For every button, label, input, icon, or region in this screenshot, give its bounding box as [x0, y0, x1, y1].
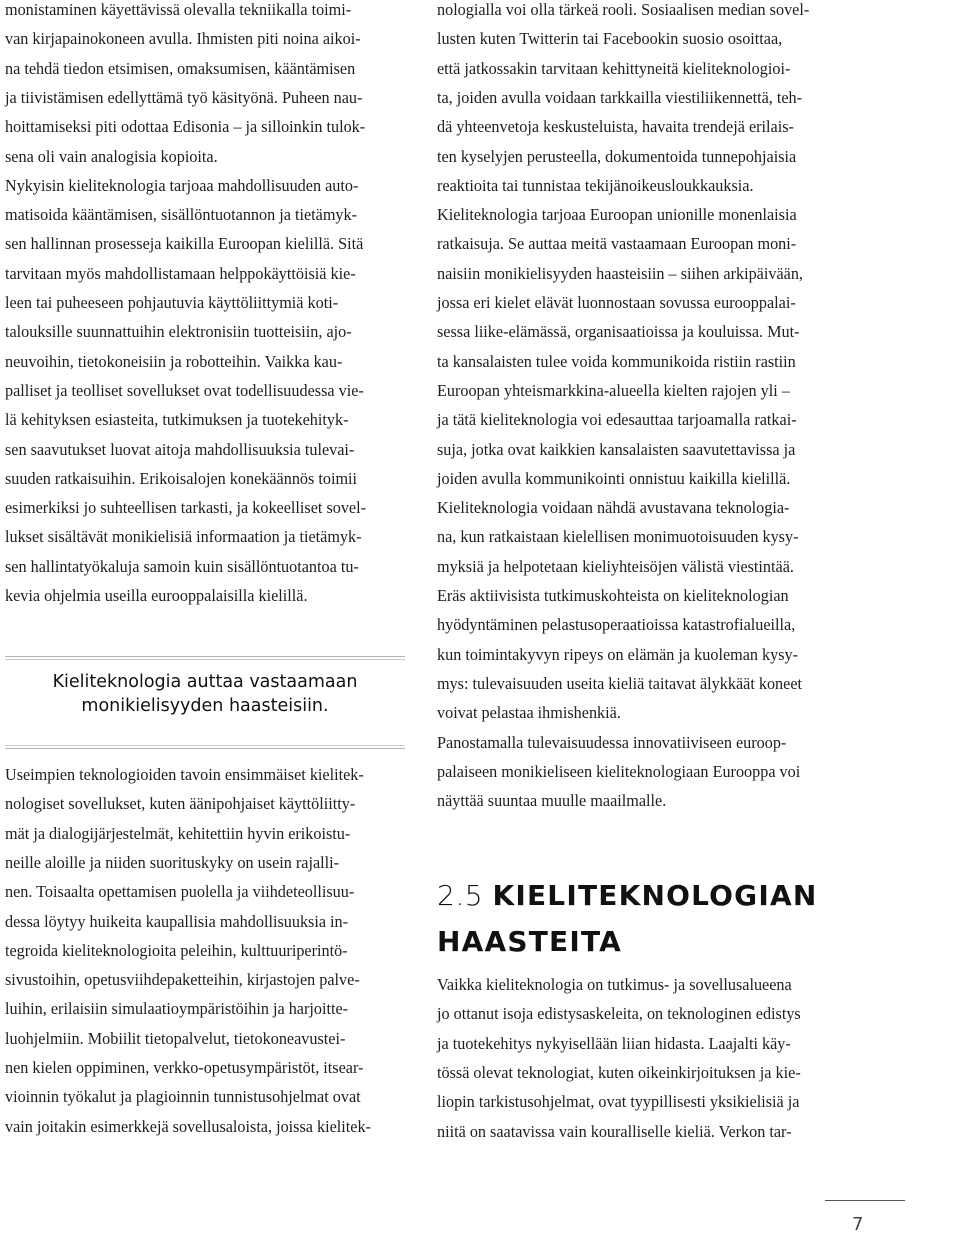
text-line: van kirjapainokoneen avulla. Ihmisten piti noina aikoi- [5, 29, 361, 49]
text-line: sen hallintatyökaluja samoin kuin sisällöntuotantoa tu- [5, 556, 359, 576]
text-line: Panostamalla tulevaisuudessa innovatiiviseen euroop- [437, 732, 787, 752]
section-title-word-1: KIELITEKNOLOGIAN [492, 879, 818, 912]
text-line: tarvitaan myös mahdollistamaan helppokäyttöisiä kie- [5, 263, 356, 283]
text-line: että jatkossakin tarvitaan kehittyneitä kieliteknologioi- [437, 58, 791, 78]
text-line: matisoida kääntämisen, sisällöntuotannon ja tietämyk- [5, 205, 358, 225]
pullquote-line: Kieliteknologia auttaa vastaamaan [52, 672, 358, 692]
text-line: lusten kuten Twitterin tai Facebookin suosio osoittaa, [437, 29, 783, 49]
text-line: sen saavutukset luovat aitoja mahdollisuuksia tulevai- [5, 439, 355, 459]
footer-rule [825, 1200, 905, 1201]
text-line: mys: tulevaisuuden useita kieliä taitavat älykkäät koneet [437, 673, 803, 693]
text-line: naisiin monikielisyyden haasteisiin – siihen arkipäivään, [437, 263, 803, 283]
text-line: sena oli vain analogisia kopioita. [5, 146, 218, 166]
text-line: Nykyisin kieliteknologia tarjoaa mahdollisuuden auto- [5, 175, 359, 195]
text-line: myksiä ja helpotetaan kieliyhteisöjen välistä viestintää. [437, 556, 794, 576]
text-line: neuvoihin, tietokoneisiin ja robotteihin. Vaikka kau- [5, 351, 343, 371]
section-heading-line-2: HAASTEITA [437, 925, 622, 958]
text-line: luihin, erilaisiin simulaatioympäristöihin ja harjoitte- [5, 999, 349, 1019]
text-line: jossa eri kielet elävät luonnostaan sovussa eurooppalai- [437, 293, 796, 312]
page-number: 7 [852, 1214, 864, 1235]
text-line: niitä on saatavissa vain kouralliselle kieliä. Verkon tar- [437, 1121, 792, 1141]
text-line: lukset sisältävät monikielisiä informaation ja tietämyk- [5, 527, 362, 547]
text-line: mät ja dialogijärjestelmät, kehitettiin hyvin erikoistu- [5, 823, 351, 843]
text-line: neille aloille ja niiden suorituskyky on usein rajalli- [5, 852, 340, 872]
text-line: dä yhteenvetoja keskusteluista, havaita trendejä erilais- [437, 117, 794, 137]
text-line: nen. Toisaalta opettamisen puolella ja viihdeteollisuu- [5, 882, 355, 902]
text-line: leen tai puheeseen pohjautuvia käyttöliittymiä koti- [5, 293, 339, 312]
text-line: Eräs aktiivisista tutkimuskohteista on kieliteknologian [437, 586, 789, 605]
text-line: kun toimintakyvyn ripeys on elämän ja kuoleman kysy- [437, 644, 799, 664]
text-line: lä kehityksen esiasteita, tutkimuksen ja tuotekehityk- [5, 410, 349, 430]
text-line: hoittamiseksi piti odottaa Edisonia – ja silloinkin tulok- [5, 117, 366, 137]
text-line: liopin tarkistusohjelmat, ovat tyypillisesti yksikielisiä ja [437, 1092, 800, 1112]
text-line: Vaikka kieliteknologia on tutkimus- ja sovellusalueena [437, 975, 792, 994]
text-line: tegroida kieliteknologioita peleihin, kulttuuriperintö- [5, 940, 348, 960]
text-line: tössä olevat teknologiat, kuten oikeinkirjoituksen ja kie- [437, 1062, 801, 1082]
text-line: nologialla voi olla tärkeä rooli. Sosiaalisen median sovel- [437, 0, 810, 19]
text-line: suuden ratkaisuihin. Erikoisalojen konekäännös toimii [5, 468, 358, 488]
text-line: luohjelmiin. Mobiilit tietopalvelut, tietokoneavustei- [5, 1028, 346, 1048]
text-line: monistaminen käyettävissä olevalla tekniikalla toimi- [5, 0, 352, 19]
text-line: vain joitakin esimerkkejä sovellusaloista, joissa kielitek- [5, 1116, 371, 1136]
text-line: sen hallinnan prosesseja kaikilla Euroopan kielillä. Sitä [5, 234, 364, 254]
text-line: Kieliteknologia voidaan nähdä avustavana teknologia- [437, 498, 790, 518]
text-line: vioinnin työkalut ja plagioinnin tunnistusohjelmat ovat [5, 1087, 361, 1107]
text-line: sivustoihin, opetusviihdepaketteihin, kirjastojen palve- [5, 970, 360, 990]
text-line: nen kielen oppiminen, verkko-opetusympäristöt, itsear- [5, 1058, 364, 1077]
text-line: ja tiivistämisen edellyttämä työ käsityönä. Puheen nau- [5, 87, 363, 107]
text-line: nologiset sovellukset, kuten äänipohjaiset käyttöliitty- [5, 794, 356, 814]
text-line: kevia ohjelmia useilla eurooppalaisilla kielillä. [5, 586, 308, 605]
text-line: hyödyntäminen pelastusoperaatioissa katastrofialueilla, [437, 615, 796, 635]
text-line: joiden avulla kommunikointi onnistuu kaikilla kielillä. [437, 468, 791, 488]
text-line: palaiseen monikieliseen kieliteknologiaan Eurooppa voi [437, 761, 801, 781]
text-line: ja tuotekehitys nykyisellään liian hidasta. Laajalti käy- [437, 1033, 791, 1053]
text-line: dessa löytyy huikeita kaupallisia mahdollisuuksia in- [5, 911, 349, 931]
section-number: 2.5 [437, 879, 484, 912]
text-line: ja tätä kieliteknologia voi edesauttaa tarjoamalla ratkai- [437, 410, 797, 430]
text-line: ratkaisuja. Se auttaa meitä vastaamaan Euroopan moni- [437, 234, 797, 254]
section-heading-line-1 [437, 878, 842, 914]
text-line: Useimpien teknologioiden tavoin ensimmäiset kielitek- [5, 765, 364, 784]
text-line: reaktioita tai tunnistaa tekijänoikeusloukkauksia. [437, 175, 754, 195]
text-line: na, kun ratkaistaan kielellisen monimuotoisuuden kysy- [437, 527, 799, 547]
pullquote-top-rule [5, 656, 405, 657]
text-line: palliset ja teolliset sovellukset ovat todellisuudessa vie- [5, 380, 364, 400]
text-line: na tehdä tiedon etsimisen, omaksumisen, kääntämisen [5, 58, 356, 78]
pullquote-bottom-rule [5, 748, 405, 749]
text-line: Kieliteknologia tarjoaa Euroopan unionille monenlaisia [437, 205, 797, 225]
text-line: talouksille suunnattuihin elektronisiin tuotteisiin, ajo- [5, 322, 352, 342]
text-line: sessa liike-elämässä, organisaatioissa ja kouluissa. Mut- [437, 322, 800, 342]
text-line: jo ottanut isoja edistysaskeleita, on teknologinen edistys [437, 1004, 801, 1024]
text-line: suja, jotka ovat kaikkien kansalaisten saavutettavissa ja [437, 439, 796, 459]
pullquote-line: monikielisyyden haasteisiin. [81, 696, 329, 716]
text-line: esimerkiksi jo suhteellisen tarkasti, ja kokeelliset sovel- [5, 498, 367, 518]
text-line: Euroopan yhteismarkkina-alueella kielten rajojen yli – [437, 380, 790, 400]
text-line: ten kyselyjen perusteella, dokumentoida tunnepohjaisia [437, 146, 797, 166]
text-line: ta, joiden avulla voidaan tarkkailla viestiliikennettä, teh- [437, 87, 803, 107]
text-line: näyttää suuntaa muulle maailmalle. [437, 791, 667, 811]
text-line: voivat pelastaa ihmishenkiä. [437, 703, 621, 723]
text-line: ta kansalaisten tulee voida kommunikoida ristiin rastiin [437, 351, 796, 371]
